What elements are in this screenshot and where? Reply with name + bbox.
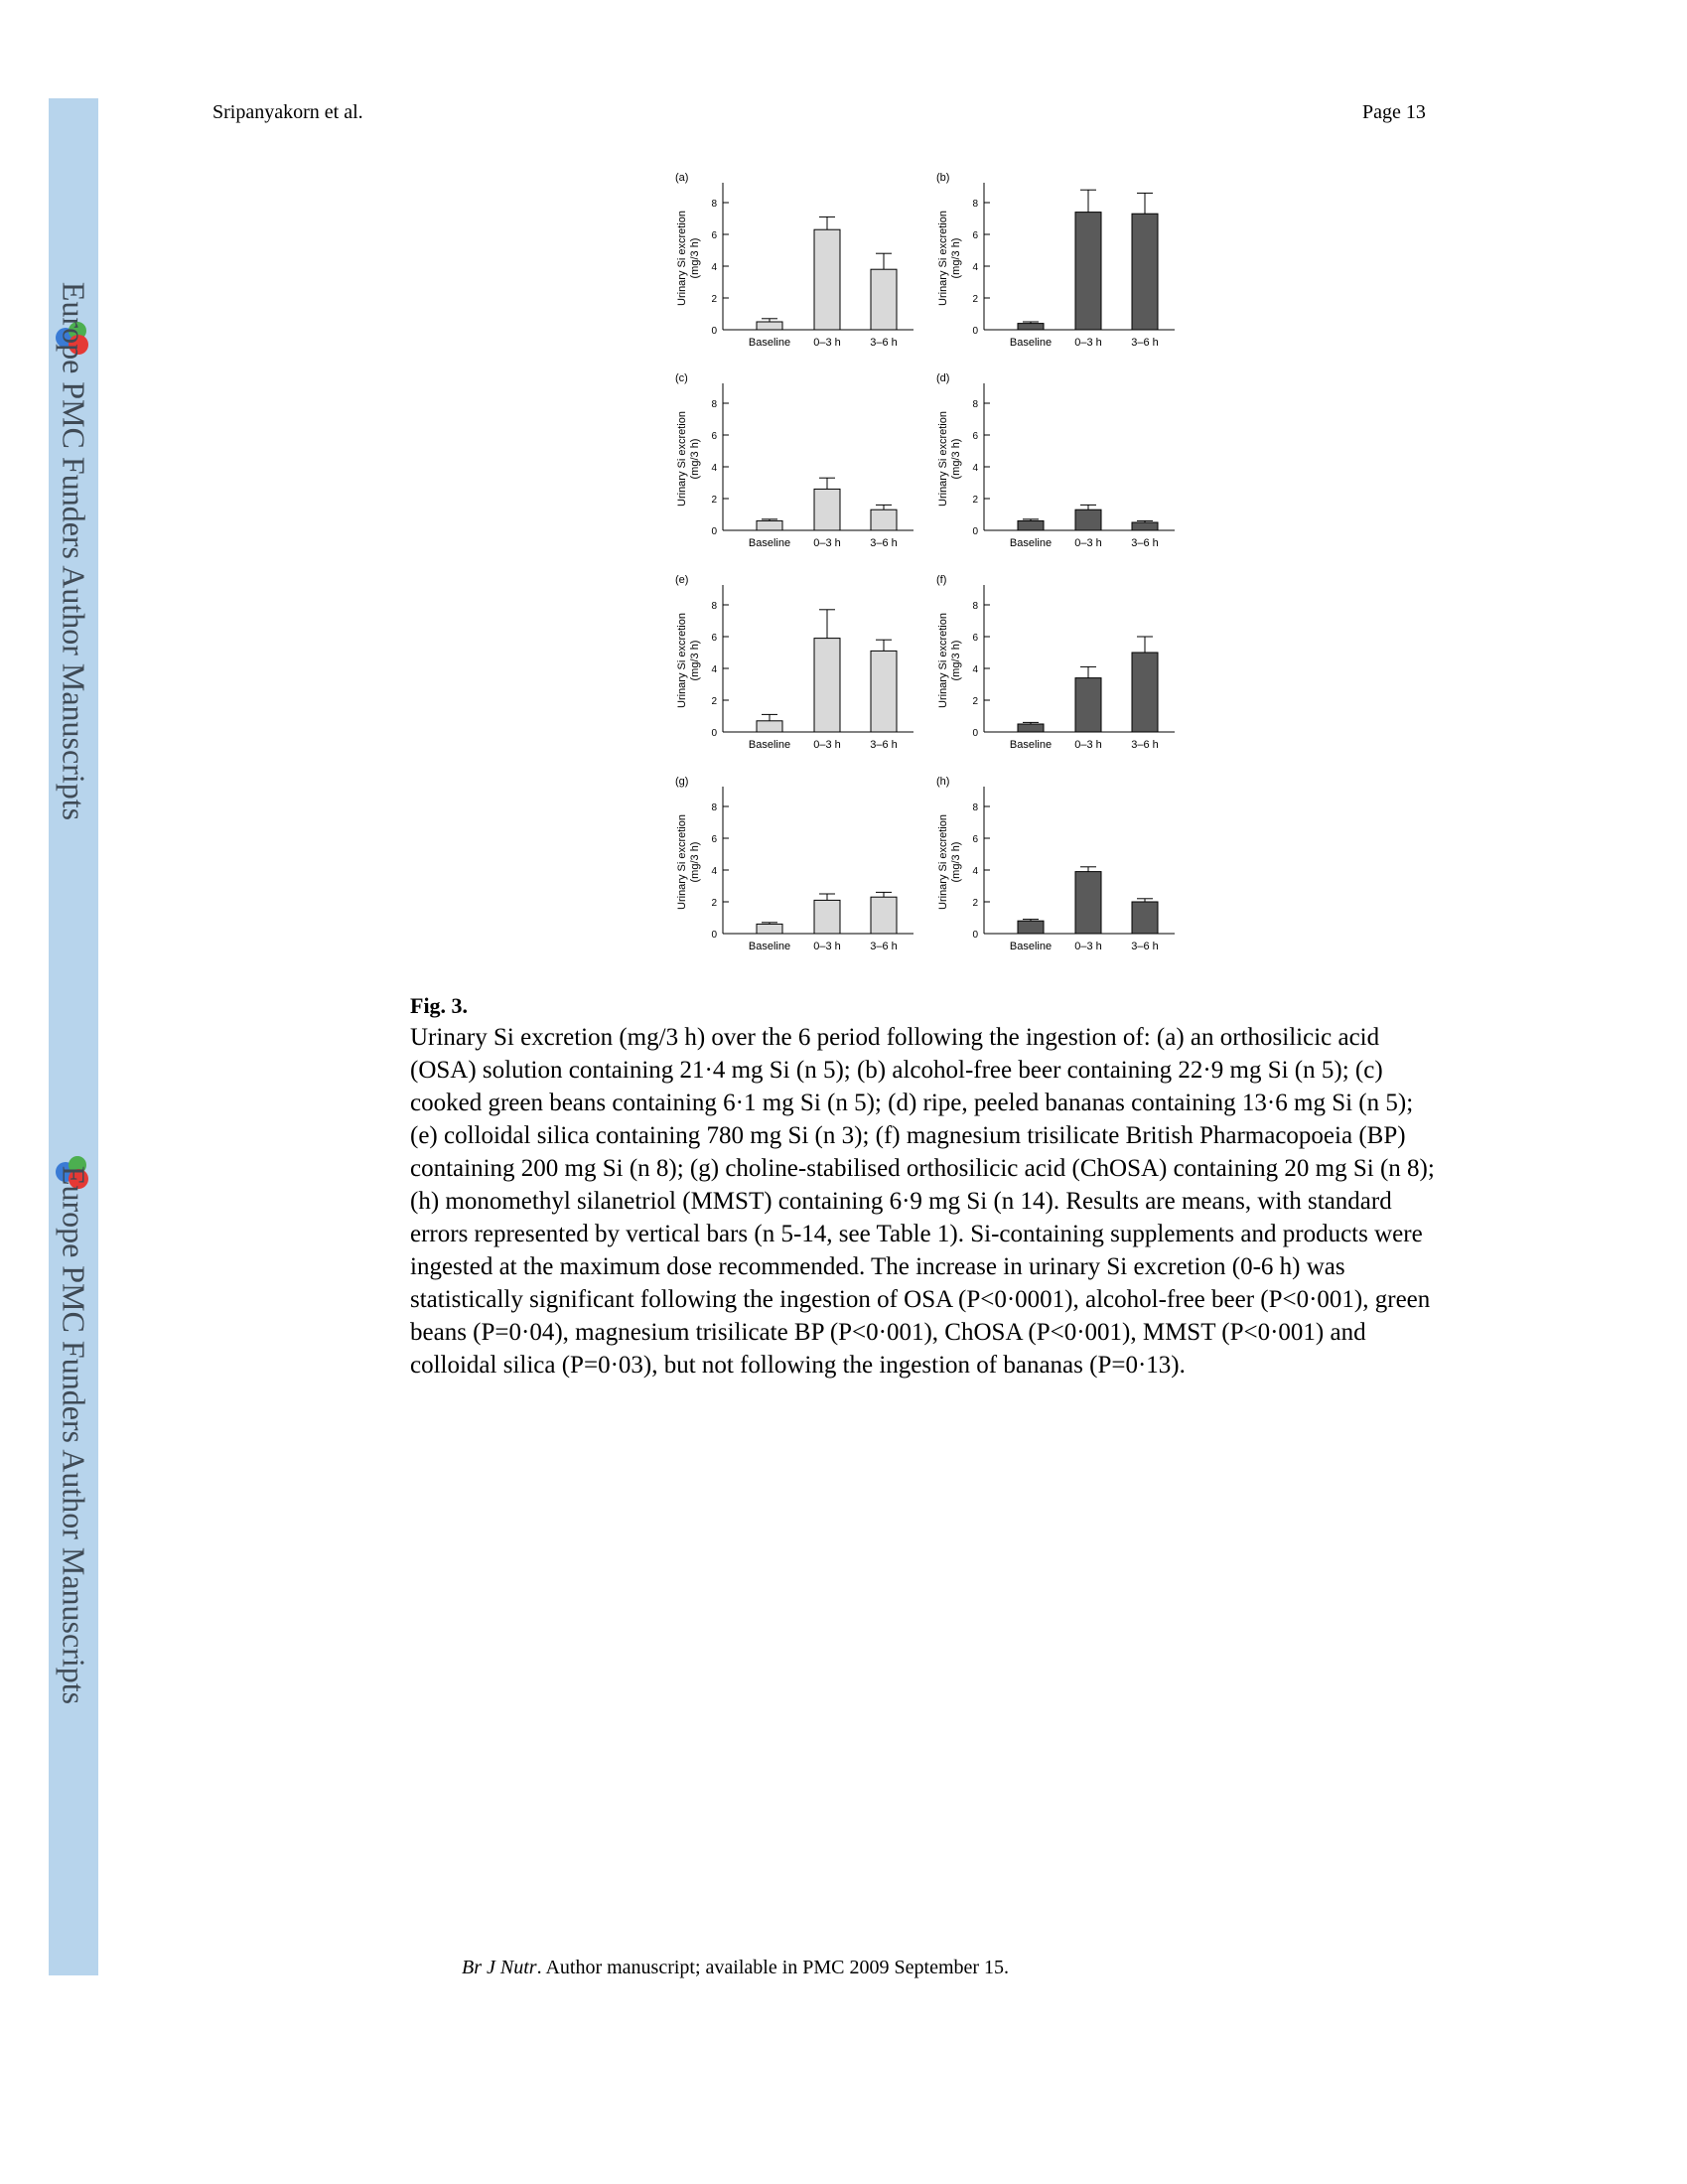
y-tick-label: 6 xyxy=(711,633,717,644)
page-number: Page 13 xyxy=(1362,101,1426,123)
bar xyxy=(871,651,897,732)
y-tick-label: 6 xyxy=(972,431,978,442)
bar xyxy=(871,897,897,934)
y-axis-label: Urinary Si excretion xyxy=(937,211,949,306)
y-axis-label: (mg/3 h) xyxy=(950,438,962,480)
y-tick-label: 6 xyxy=(711,834,717,845)
x-tick-label: 3–6 h xyxy=(870,941,898,952)
y-tick-label: 2 xyxy=(972,495,978,506)
x-tick-label: 0–3 h xyxy=(1074,537,1102,549)
chart-panel xyxy=(665,169,923,367)
bar xyxy=(757,520,782,530)
footer xyxy=(462,1957,1009,1979)
bar xyxy=(1018,520,1044,530)
y-axis-label: Urinary Si excretion xyxy=(937,411,949,507)
y-tick-label: 4 xyxy=(711,262,717,273)
x-tick-label: 0–3 h xyxy=(813,537,841,549)
chart-panel xyxy=(665,773,923,971)
y-tick-label: 4 xyxy=(972,463,978,474)
y-tick-label: 8 xyxy=(711,199,717,210)
panel-label: (g) xyxy=(675,776,689,788)
y-axis-label: Urinary Si excretion xyxy=(676,211,688,306)
x-tick-label: Baseline xyxy=(1009,739,1053,751)
y-tick-label: 8 xyxy=(972,399,978,410)
y-tick-label: 8 xyxy=(972,601,978,612)
y-tick-label: 0 xyxy=(972,728,978,739)
bar xyxy=(1075,510,1101,530)
x-tick-label: Baseline xyxy=(748,337,791,349)
y-tick-label: 0 xyxy=(711,728,717,739)
panel-label: (d) xyxy=(936,372,950,384)
panel-label: (e) xyxy=(675,574,689,586)
x-tick-label: 0–3 h xyxy=(813,337,841,349)
y-tick-label: 4 xyxy=(711,866,717,877)
x-tick-label: Baseline xyxy=(1009,537,1053,549)
x-tick-label: Baseline xyxy=(748,739,791,751)
bar-chart xyxy=(926,773,1185,971)
y-tick-label: 2 xyxy=(972,294,978,305)
side-label-text: Europe PMC Funders Author Manuscripts xyxy=(56,1165,92,1705)
bar xyxy=(1018,921,1044,934)
bar xyxy=(1075,678,1101,732)
figure-caption xyxy=(410,991,1443,1382)
y-tick-label: 8 xyxy=(972,199,978,210)
bar xyxy=(1132,522,1158,530)
y-tick-label: 2 xyxy=(711,696,717,707)
chart-panel xyxy=(926,169,1185,367)
x-tick-label: 0–3 h xyxy=(1074,739,1102,751)
bar xyxy=(1018,324,1044,330)
y-axis-label: (mg/3 h) xyxy=(950,841,962,883)
bar xyxy=(871,269,897,330)
x-tick-label: Baseline xyxy=(1009,941,1053,952)
y-axis-label: (mg/3 h) xyxy=(689,237,701,279)
x-tick-label: 3–6 h xyxy=(1131,739,1159,751)
panel-label: (h) xyxy=(936,776,950,788)
y-axis-label: (mg/3 h) xyxy=(689,640,701,681)
bar xyxy=(814,489,840,530)
chart-panel xyxy=(665,369,923,568)
bar xyxy=(871,510,897,530)
y-axis-label: Urinary Si excretion xyxy=(676,814,688,910)
x-tick-label: 3–6 h xyxy=(1131,941,1159,952)
running-head-author: Sripanyakorn et al. xyxy=(212,101,363,123)
panel-label: (f) xyxy=(936,574,947,586)
x-tick-label: 3–6 h xyxy=(1131,537,1159,549)
y-tick-label: 0 xyxy=(711,930,717,941)
y-tick-label: 2 xyxy=(972,696,978,707)
y-tick-label: 6 xyxy=(711,431,717,442)
chart-panel xyxy=(926,571,1185,770)
y-tick-label: 4 xyxy=(972,262,978,273)
x-tick-label: Baseline xyxy=(748,537,791,549)
figure-caption-text: Urinary Si excretion (mg/3 h) over the 6 period following the ingestion of: (a) an orthosilicic acid (OSA) solution containing 21·4 mg Si (n 5); (b) alcohol-free beer containing 22·9 mg Si (n 5); (c) cooked green beans containing 6·1 mg Si (n 5); (d) ripe, peeled bananas containing 13·6 mg Si (n 5); (e) colloidal silica containing 780 mg Si (n 3); (f) magnesium trisilicate British Pharmacopoeia (BP) containing 200 mg Si (n 8); (g) choline-stabilised orthosilicic acid (ChOSA) containing 20 mg Si (n 8); (h) monomethyl silanetriol (MMST) containing 6·9 mg Si (n 14). Results are means, with standard errors represented by vertical bars (n 5-14, see Table 1). Si-containing supplements and products were ingested at the maximum dose recommended. The increase in urinary Si excretion (0-6 h) was statistically significant following the ingestion of OSA (P<0·0001), alcohol-free beer (P<0·001), green beans (P=0·04), magnesium trisilicate BP (P<0·001), ChOSA (P<0·001), MMST (P<0·001) and colloidal silica (P=0·03), but not following the ingestion of bananas (P=0·13). xyxy=(410,1024,1435,1379)
y-tick-label: 2 xyxy=(711,898,717,909)
y-axis-label: (mg/3 h) xyxy=(689,841,701,883)
y-axis-label: (mg/3 h) xyxy=(689,438,701,480)
y-tick-label: 2 xyxy=(711,294,717,305)
y-tick-label: 6 xyxy=(711,230,717,241)
y-tick-label: 4 xyxy=(711,463,717,474)
y-tick-label: 4 xyxy=(711,664,717,675)
bar-chart xyxy=(665,169,923,367)
y-tick-label: 8 xyxy=(711,601,717,612)
y-tick-label: 6 xyxy=(972,834,978,845)
y-tick-label: 4 xyxy=(972,664,978,675)
y-axis-label: (mg/3 h) xyxy=(950,640,962,681)
y-tick-label: 2 xyxy=(972,898,978,909)
x-tick-label: 3–6 h xyxy=(870,337,898,349)
y-tick-label: 0 xyxy=(711,526,717,537)
y-axis-label: Urinary Si excretion xyxy=(676,411,688,507)
footer-text: . Author manuscript; available in PMC 2009 September 15. xyxy=(536,1957,1010,1978)
bar xyxy=(1132,902,1158,934)
bar xyxy=(814,639,840,732)
y-tick-label: 0 xyxy=(972,326,978,337)
chart-panel xyxy=(665,571,923,770)
x-tick-label: 0–3 h xyxy=(1074,941,1102,952)
x-tick-label: 0–3 h xyxy=(1074,337,1102,349)
bar xyxy=(1075,872,1101,934)
bar xyxy=(757,924,782,934)
y-axis-label: (mg/3 h) xyxy=(950,237,962,279)
x-tick-label: Baseline xyxy=(748,941,791,952)
x-tick-label: 3–6 h xyxy=(1131,337,1159,349)
y-axis-label: Urinary Si excretion xyxy=(937,613,949,708)
y-tick-label: 0 xyxy=(972,526,978,537)
figure-caption-title: Fig. 3. xyxy=(410,993,469,1018)
y-tick-label: 8 xyxy=(972,802,978,813)
x-tick-label: 0–3 h xyxy=(813,739,841,751)
bar xyxy=(814,229,840,330)
y-axis-label: Urinary Si excretion xyxy=(676,613,688,708)
side-label-text: Europe PMC Funders Author Manuscripts xyxy=(56,281,92,821)
y-axis-label: Urinary Si excretion xyxy=(937,814,949,910)
y-tick-label: 8 xyxy=(711,802,717,813)
bar xyxy=(1018,724,1044,732)
x-tick-label: 3–6 h xyxy=(870,537,898,549)
bar xyxy=(814,900,840,934)
bar-chart xyxy=(926,169,1185,367)
bar-chart xyxy=(926,571,1185,770)
bar xyxy=(1132,653,1158,732)
bar xyxy=(1132,214,1158,330)
y-tick-label: 0 xyxy=(711,326,717,337)
y-tick-label: 6 xyxy=(972,230,978,241)
bar-chart xyxy=(665,571,923,770)
bar xyxy=(757,322,782,330)
x-tick-label: 3–6 h xyxy=(870,739,898,751)
panel-label: (c) xyxy=(675,372,688,384)
bar-chart xyxy=(665,369,923,568)
panel-label: (b) xyxy=(936,172,950,184)
x-tick-label: 0–3 h xyxy=(813,941,841,952)
chart-panel xyxy=(926,773,1185,971)
bar xyxy=(1075,213,1101,330)
x-tick-label: Baseline xyxy=(1009,337,1053,349)
footer-journal: Br J Nutr xyxy=(462,1957,537,1978)
y-tick-label: 0 xyxy=(972,930,978,941)
bar xyxy=(757,721,782,732)
y-tick-label: 4 xyxy=(972,866,978,877)
bar-chart xyxy=(926,369,1185,568)
y-tick-label: 6 xyxy=(972,633,978,644)
panel-label: (a) xyxy=(675,172,689,184)
bar-chart xyxy=(665,773,923,971)
chart-panel xyxy=(926,369,1185,568)
y-tick-label: 2 xyxy=(711,495,717,506)
y-tick-label: 8 xyxy=(711,399,717,410)
